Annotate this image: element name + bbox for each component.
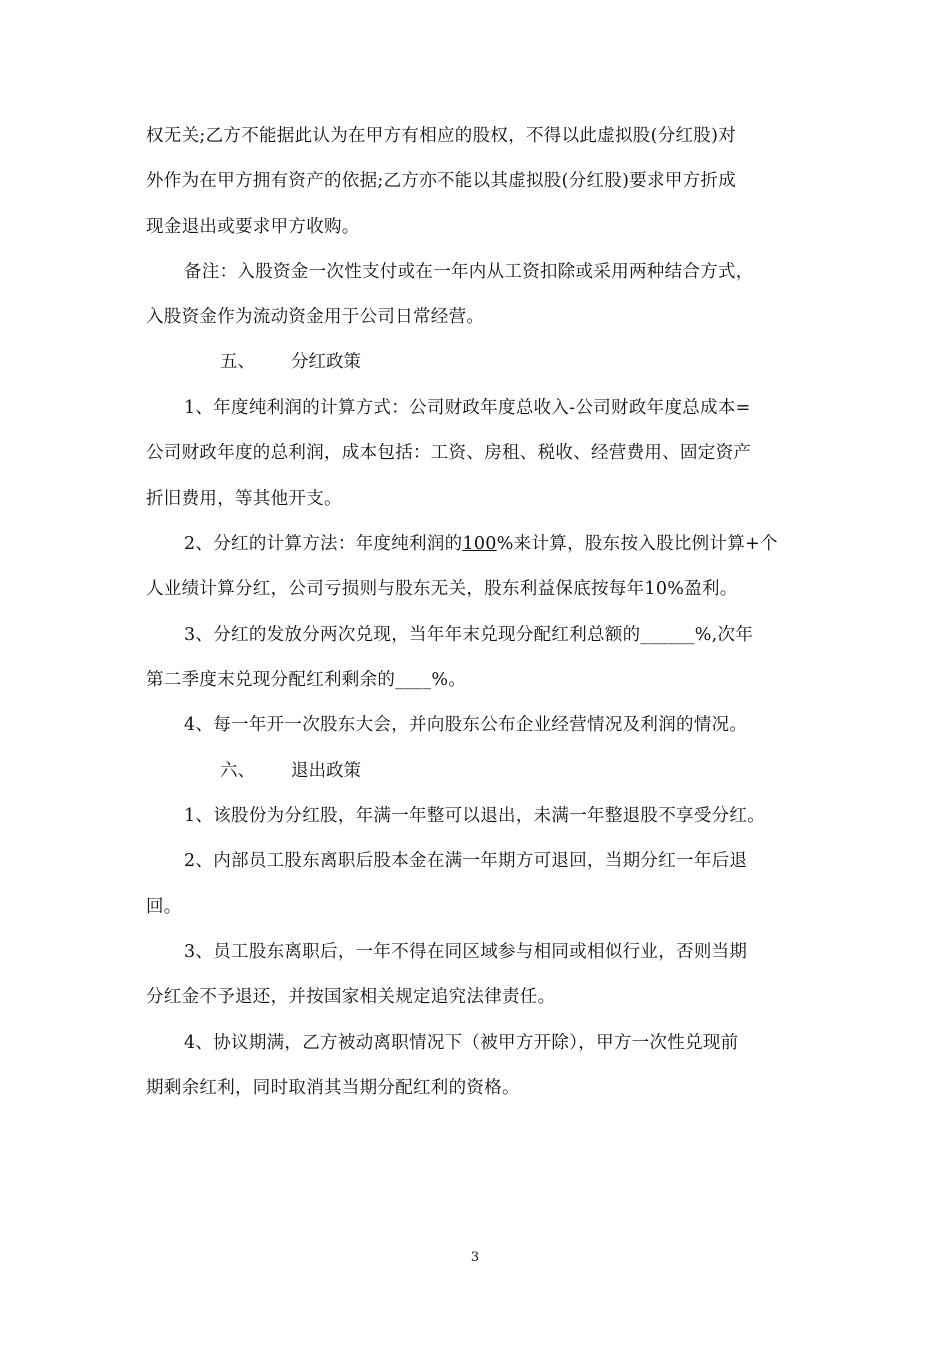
clause-line: 4、协议期满，乙方被动离职情况下（被甲方开除），甲方一次性兑现前 — [184, 1033, 739, 1053]
clause-line: 人业绩计算分红，公司亏损则与股东无关，股东利益保底按每年10%盈利。 — [146, 579, 738, 599]
underlined-value: 100 — [462, 534, 497, 554]
clause-line: 公司财政年度的总利润，成本包括：工资、房租、税收、经营费用、固定资产 — [146, 443, 752, 463]
clause-line: 期剩余红利，同时取消其当期分配红利的资格。 — [146, 1078, 520, 1098]
clause-line: 1、年度纯利润的计算方式：公司财政年度总收入-公司财政年度总成本= — [184, 398, 751, 418]
clause-line: 3、分红的发放分两次兑现，当年年末兑现分配红利总额的______%,次年 — [184, 625, 754, 645]
clause-line: 分红金不予退还，并按国家相关规定追究法律责任。 — [146, 987, 556, 1007]
paragraph-line: 外作为在甲方拥有资产的依据;乙方亦不能以其虚拟股(分红股)要求甲方折成 — [146, 171, 737, 191]
section-title: 分红政策 — [291, 352, 361, 372]
clause-line — [184, 531, 844, 557]
clause-line: 折旧费用，等其他开支。 — [146, 489, 342, 509]
page-number: 3 — [470, 1250, 480, 1265]
clause-line: 1、该股份为分红股，年满一年整可以退出，未满一年整退股不享受分红。 — [184, 806, 766, 826]
paragraph-line: 权无关;乙方不能据此认为在甲方有相应的股权，不得以此虚拟股(分红股)对 — [146, 126, 737, 146]
clause-line: 第二季度末兑现分配红利剩余的____%。 — [146, 670, 467, 690]
clause-line: 3、员工股东离职后，一年不得在同区域参与相同或相似行业，否则当期 — [184, 942, 748, 962]
section-number: 五、 — [220, 352, 255, 372]
note-line: 备注：入股资金一次性支付或在一年内从工资扣除或采用两种结合方式， — [184, 262, 754, 282]
clause-line: 回。 — [146, 897, 182, 917]
note-line: 入股资金作为流动资金用于公司日常经营。 — [146, 307, 485, 327]
section-title: 退出政策 — [291, 761, 361, 781]
clause-text: 2、分红的计算方法：年度纯利润的 — [184, 534, 463, 554]
paragraph-line: 现金退出或要求甲方收购。 — [146, 217, 360, 237]
section-number: 六、 — [220, 761, 255, 781]
clause-text: %来计算，股东按入股比例计算+个 — [496, 534, 778, 554]
clause-line: 2、内部员工股东离职后股本金在满一年期方可退回，当期分红一年后退 — [184, 851, 748, 871]
clause-line: 4、每一年开一次股东大会，并向股东公布企业经营情况及利润的情况。 — [184, 715, 748, 735]
